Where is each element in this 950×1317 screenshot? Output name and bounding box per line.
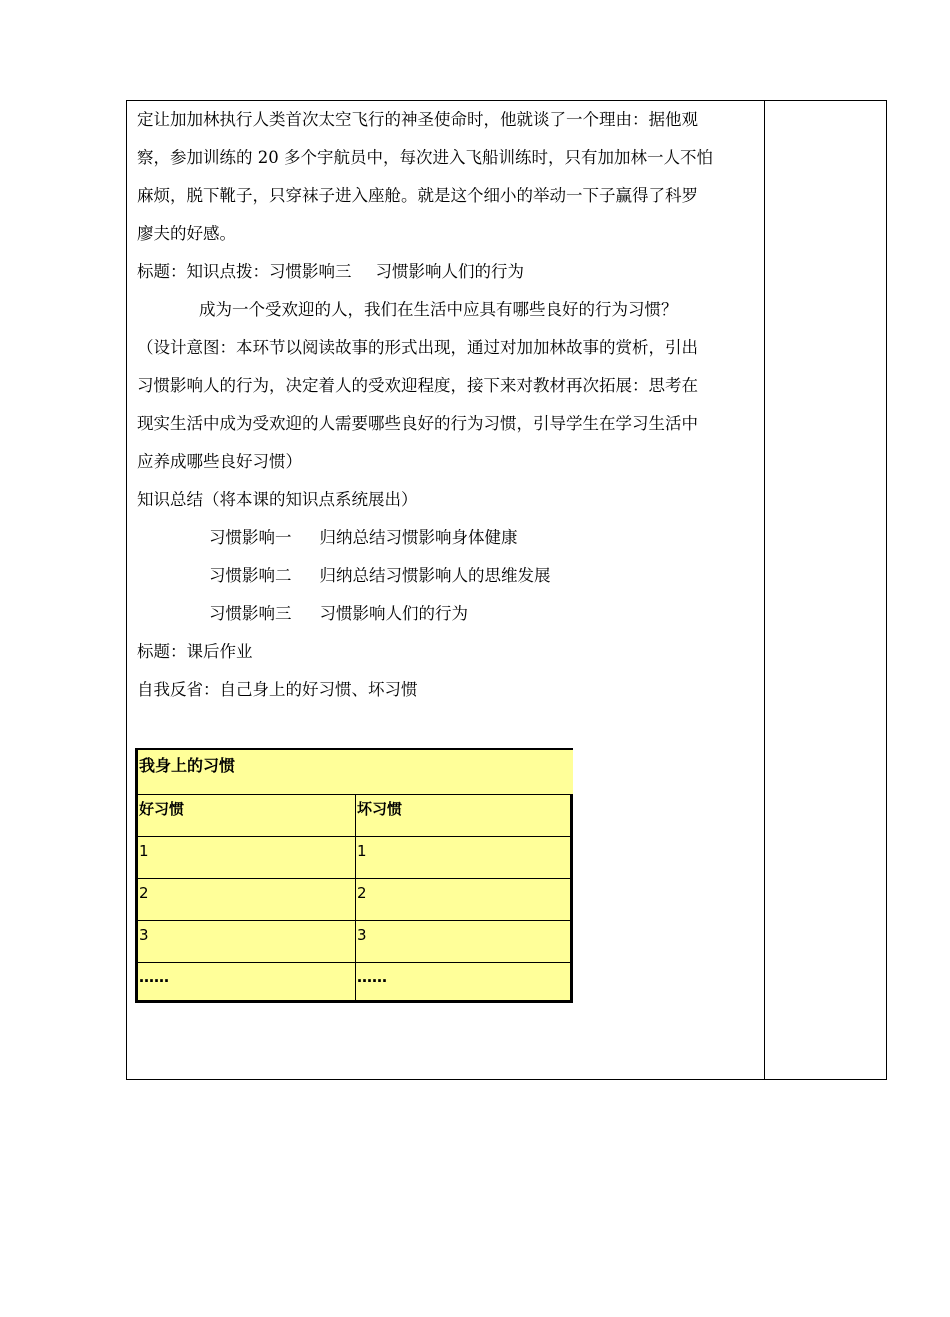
- lesson-content: [137, 101, 759, 709]
- good-habit-cell: ……: [138, 963, 356, 1002]
- table-row: [138, 963, 573, 1002]
- summary-item-desc: 归纳总结习惯影响身体健康: [319, 528, 518, 547]
- bad-habit-cell: 1: [357, 842, 367, 860]
- story-paragraph: [137, 101, 759, 253]
- bad-habits-header: 坏习惯: [357, 800, 403, 818]
- design-line: 习惯影响人的行为，决定着人的受欢迎程度，接下来对教材再次拓展：思考在: [137, 376, 698, 395]
- good-habit-cell: 2: [138, 879, 356, 920]
- habits-header-row: [138, 795, 573, 837]
- good-habits-header: 好习惯: [138, 795, 356, 836]
- bad-habit-cell: ……: [357, 968, 387, 986]
- design-line: （设计意图：本环节以阅读故事的形式出现，通过对加加林故事的赏析，引出: [137, 338, 698, 357]
- knowledge-title-label: 标题：知识点拨：习惯影响三: [137, 262, 352, 281]
- bad-habit-cell: 3: [357, 926, 367, 944]
- summary-heading: 知识总结（将本课的知识点系统展出）: [137, 490, 418, 509]
- good-habit-cell: 1: [138, 837, 356, 878]
- story-line: 察，参加训练的 20 多个宇航员中，每次进入飞船训练时，只有加加林一人不怕: [137, 148, 713, 167]
- knowledge-title-subtitle: 习惯影响人们的行为: [375, 262, 524, 281]
- design-line: 应养成哪些良好习惯）: [137, 452, 302, 471]
- summary-item: [137, 595, 759, 633]
- reflection-line: 自我反省：自己身上的好习惯、坏习惯: [137, 680, 418, 699]
- table-row: [138, 921, 573, 963]
- summary-item-name: 习惯影响一: [209, 528, 292, 547]
- summary-item: [137, 519, 759, 557]
- story-line: 廖夫的好感。: [137, 224, 236, 243]
- summary-item: [137, 557, 759, 595]
- summary-item-desc: 归纳总结习惯影响人的思维发展: [319, 566, 551, 585]
- bad-habit-cell: 2: [357, 884, 367, 902]
- story-line: 定让加加林执行人类首次太空飞行的神圣使命时，他就谈了一个理由：据他观: [137, 110, 698, 129]
- homework-section: [137, 633, 759, 709]
- homework-title: 标题：课后作业: [137, 642, 253, 661]
- story-line: 麻烦，脱下靴子，只穿袜子进入座舱。就是这个细小的举动一下子赢得了科罗: [137, 186, 698, 205]
- habits-table-title: 我身上的习惯: [138, 750, 573, 795]
- design-intent-paragraph: [137, 329, 759, 481]
- good-habit-cell: 3: [138, 921, 356, 962]
- summary-item-name: 习惯影响三: [209, 604, 292, 623]
- column-divider: [764, 101, 765, 1079]
- question-line: 成为一个受欢迎的人，我们在生活中应具有哪些良好的行为习惯？: [199, 300, 678, 319]
- knowledge-title: [137, 253, 759, 291]
- table-row: [138, 837, 573, 879]
- habits-table: [135, 748, 573, 1003]
- table-row: [138, 879, 573, 921]
- question-paragraph: [137, 291, 759, 329]
- summary-item-name: 习惯影响二: [209, 566, 292, 585]
- design-line: 现实生活中成为受欢迎的人需要哪些良好的行为习惯，引导学生在学习生活中: [137, 414, 698, 433]
- summary-section: [137, 481, 759, 633]
- summary-item-desc: 习惯影响人们的行为: [319, 604, 468, 623]
